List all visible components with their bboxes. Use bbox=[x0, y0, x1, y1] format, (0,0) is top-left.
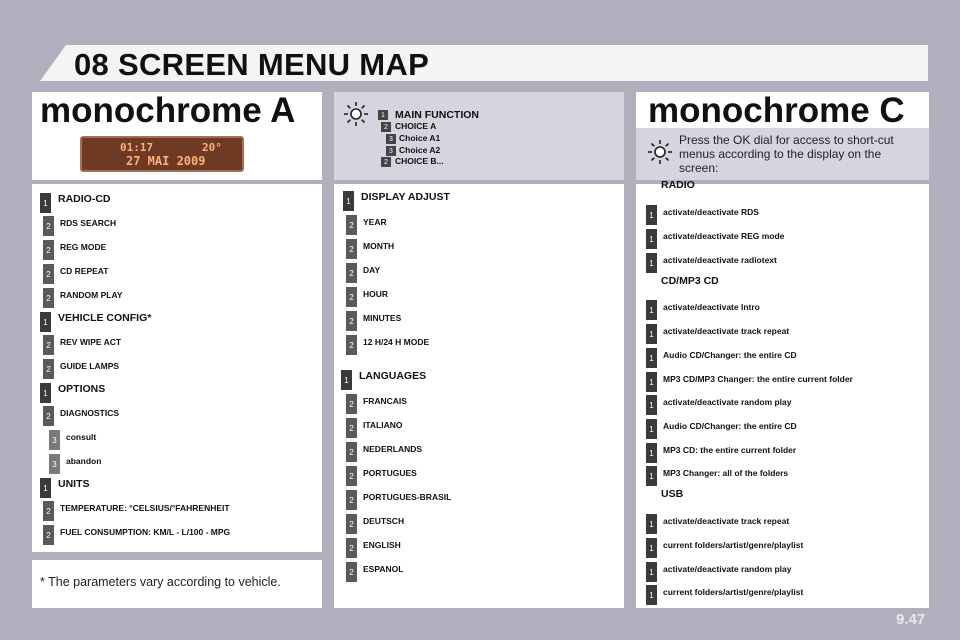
menu-label: VEHICLE CONFIG* bbox=[58, 312, 152, 324]
level-badge: 2 bbox=[43, 406, 54, 426]
menu-label: consult bbox=[66, 432, 97, 442]
menu-label: activate/deactivate radiotext bbox=[663, 255, 777, 265]
legend-badge: 1 bbox=[378, 110, 388, 120]
level-badge: 1 bbox=[40, 383, 51, 403]
menu-label: MP3 Changer: all of the folders bbox=[663, 468, 789, 478]
level-badge: 3 bbox=[49, 454, 60, 474]
level-badge: 2 bbox=[346, 394, 357, 414]
menu-label: PORTUGUES-BRASIL bbox=[363, 492, 452, 502]
panel-legend bbox=[334, 92, 624, 180]
menu-label: REV WIPE ACT bbox=[60, 337, 122, 347]
level-badge: 2 bbox=[346, 263, 357, 283]
menu-label: DAY bbox=[363, 265, 381, 275]
level-badge: 1 bbox=[646, 419, 657, 439]
level-badge: 1 bbox=[40, 478, 51, 498]
menu-label: OPTIONS bbox=[58, 383, 106, 395]
menu-label: activate/deactivate track repeat bbox=[663, 516, 790, 526]
menu-label: activate/deactivate RDS bbox=[663, 207, 759, 217]
menu-label: DISPLAY ADJUST bbox=[361, 191, 450, 203]
shortcut-intro-text: Press the OK dial for access to short-cut menus according to the display on the screen: bbox=[679, 133, 894, 175]
menu-label: activate/deactivate random play bbox=[663, 564, 792, 574]
level-badge: 1 bbox=[646, 443, 657, 463]
page-title: 08 SCREEN MENU MAP bbox=[74, 47, 430, 82]
level-badge: 1 bbox=[40, 312, 51, 332]
level-badge: 1 bbox=[646, 300, 657, 320]
level-badge: 1 bbox=[646, 253, 657, 273]
display-date: 27 MAI 2009 bbox=[126, 154, 206, 168]
menu-label: ESPANOL bbox=[363, 564, 404, 574]
level-badge: 2 bbox=[346, 215, 357, 235]
menu-label: RDS SEARCH bbox=[60, 218, 117, 228]
menu-label: TEMPERATURE: °CELSIUS/°FAHRENHEIT bbox=[60, 503, 230, 513]
level-badge: 2 bbox=[346, 287, 357, 307]
menu-label: FUEL CONSUMPTION: KM/L - L/100 - MPG bbox=[60, 527, 231, 537]
legend-badge: 2 bbox=[381, 157, 391, 167]
level-badge: 2 bbox=[346, 442, 357, 462]
section-usb: USB bbox=[661, 488, 684, 500]
level-badge: 2 bbox=[346, 418, 357, 438]
level-badge: 1 bbox=[646, 348, 657, 368]
level-badge: 2 bbox=[346, 514, 357, 534]
level-badge: 1 bbox=[646, 372, 657, 392]
level-badge: 2 bbox=[43, 335, 54, 355]
display-time: 01:17 bbox=[120, 141, 154, 154]
menu-label: MP3 CD: the entire current folder bbox=[663, 445, 797, 455]
level-badge: 1 bbox=[646, 514, 657, 534]
menu-label: current folders/artist/genre/playlist bbox=[663, 587, 804, 597]
legend-badge: 3 bbox=[386, 134, 396, 144]
level-badge: 3 bbox=[49, 430, 60, 450]
level-badge: 1 bbox=[646, 585, 657, 605]
level-badge: 2 bbox=[43, 525, 54, 545]
display-temp: 20° bbox=[202, 141, 222, 154]
monochrome-a-title: monochrome A bbox=[40, 91, 296, 130]
menu-label: activate/deactivate REG mode bbox=[663, 231, 785, 241]
monochrome-c-title: monochrome C bbox=[648, 91, 905, 130]
menu-label: MONTH bbox=[363, 241, 395, 251]
menu-label: FRANCAIS bbox=[363, 396, 407, 406]
level-badge: 2 bbox=[43, 359, 54, 379]
menu-label: REG MODE bbox=[60, 242, 107, 252]
level-badge: 1 bbox=[341, 370, 352, 390]
menu-label: GUIDE LAMPS bbox=[60, 361, 120, 371]
menu-label: HOUR bbox=[363, 289, 389, 299]
level-badge: 1 bbox=[343, 191, 354, 211]
level-badge: 2 bbox=[43, 501, 54, 521]
page-number: 9.47 bbox=[896, 611, 926, 628]
menu-label: RANDOM PLAY bbox=[60, 290, 123, 300]
level-badge: 1 bbox=[646, 324, 657, 344]
section-radio: RADIO bbox=[661, 179, 695, 191]
menu-label: 12 H/24 H MODE bbox=[363, 337, 430, 347]
menu-label: Audio CD/Changer: the entire CD bbox=[663, 421, 797, 431]
level-badge: 1 bbox=[646, 538, 657, 558]
level-badge: 2 bbox=[346, 311, 357, 331]
menu-label: DEUTSCH bbox=[363, 516, 405, 526]
level-badge: 1 bbox=[646, 205, 657, 225]
sun-settings-icon bbox=[646, 138, 674, 166]
level-badge: 2 bbox=[346, 490, 357, 510]
menu-label: PORTUGUES bbox=[363, 468, 417, 478]
menu-label: ENGLISH bbox=[363, 540, 401, 550]
legend-badge: 3 bbox=[386, 146, 396, 156]
sun-settings-icon bbox=[342, 100, 370, 128]
level-badge: 2 bbox=[346, 239, 357, 259]
level-badge: 2 bbox=[43, 288, 54, 308]
level-badge: 2 bbox=[43, 240, 54, 260]
legend-label: Choice A2 bbox=[399, 145, 441, 155]
menu-label: NEDERLANDS bbox=[363, 444, 423, 454]
level-badge: 2 bbox=[43, 264, 54, 284]
footnote: * The parameters vary according to vehicle. bbox=[40, 575, 281, 589]
level-badge: 1 bbox=[646, 395, 657, 415]
level-badge: 2 bbox=[43, 216, 54, 236]
radio-display bbox=[80, 136, 244, 172]
level-badge: 2 bbox=[346, 335, 357, 355]
legend-label: Choice A1 bbox=[399, 133, 441, 143]
level-badge: 1 bbox=[646, 229, 657, 249]
menu-label: activate/deactivate Intro bbox=[663, 302, 760, 312]
menu-label: Audio CD/Changer: the entire CD bbox=[663, 350, 797, 360]
menu-label: CD REPEAT bbox=[60, 266, 109, 276]
menu-label: DIAGNOSTICS bbox=[60, 408, 120, 418]
menu-label: YEAR bbox=[363, 217, 387, 227]
legend-badge: 2 bbox=[381, 122, 391, 132]
level-badge: 2 bbox=[346, 466, 357, 486]
level-badge: 2 bbox=[346, 562, 357, 582]
level-badge: 1 bbox=[40, 193, 51, 213]
section-cd-mp3: CD/MP3 CD bbox=[661, 275, 719, 287]
menu-label: abandon bbox=[66, 456, 102, 466]
legend-label: MAIN FUNCTION bbox=[395, 109, 479, 121]
level-badge: 1 bbox=[646, 466, 657, 486]
level-badge: 1 bbox=[646, 562, 657, 582]
menu-label: ITALIANO bbox=[363, 420, 403, 430]
menu-label: MINUTES bbox=[363, 313, 402, 323]
menu-label: MP3 CD/MP3 Changer: the entire current folder bbox=[663, 374, 853, 384]
menu-label: activate/deactivate random play bbox=[663, 397, 792, 407]
menu-label: current folders/artist/genre/playlist bbox=[663, 540, 804, 550]
legend-label: CHOICE A bbox=[395, 121, 437, 131]
menu-label: activate/deactivate track repeat bbox=[663, 326, 790, 336]
menu-label: RADIO-CD bbox=[58, 193, 111, 205]
menu-label: LANGUAGES bbox=[359, 370, 427, 382]
level-badge: 2 bbox=[346, 538, 357, 558]
legend-label: CHOICE B... bbox=[395, 156, 444, 166]
menu-label: UNITS bbox=[58, 478, 90, 490]
